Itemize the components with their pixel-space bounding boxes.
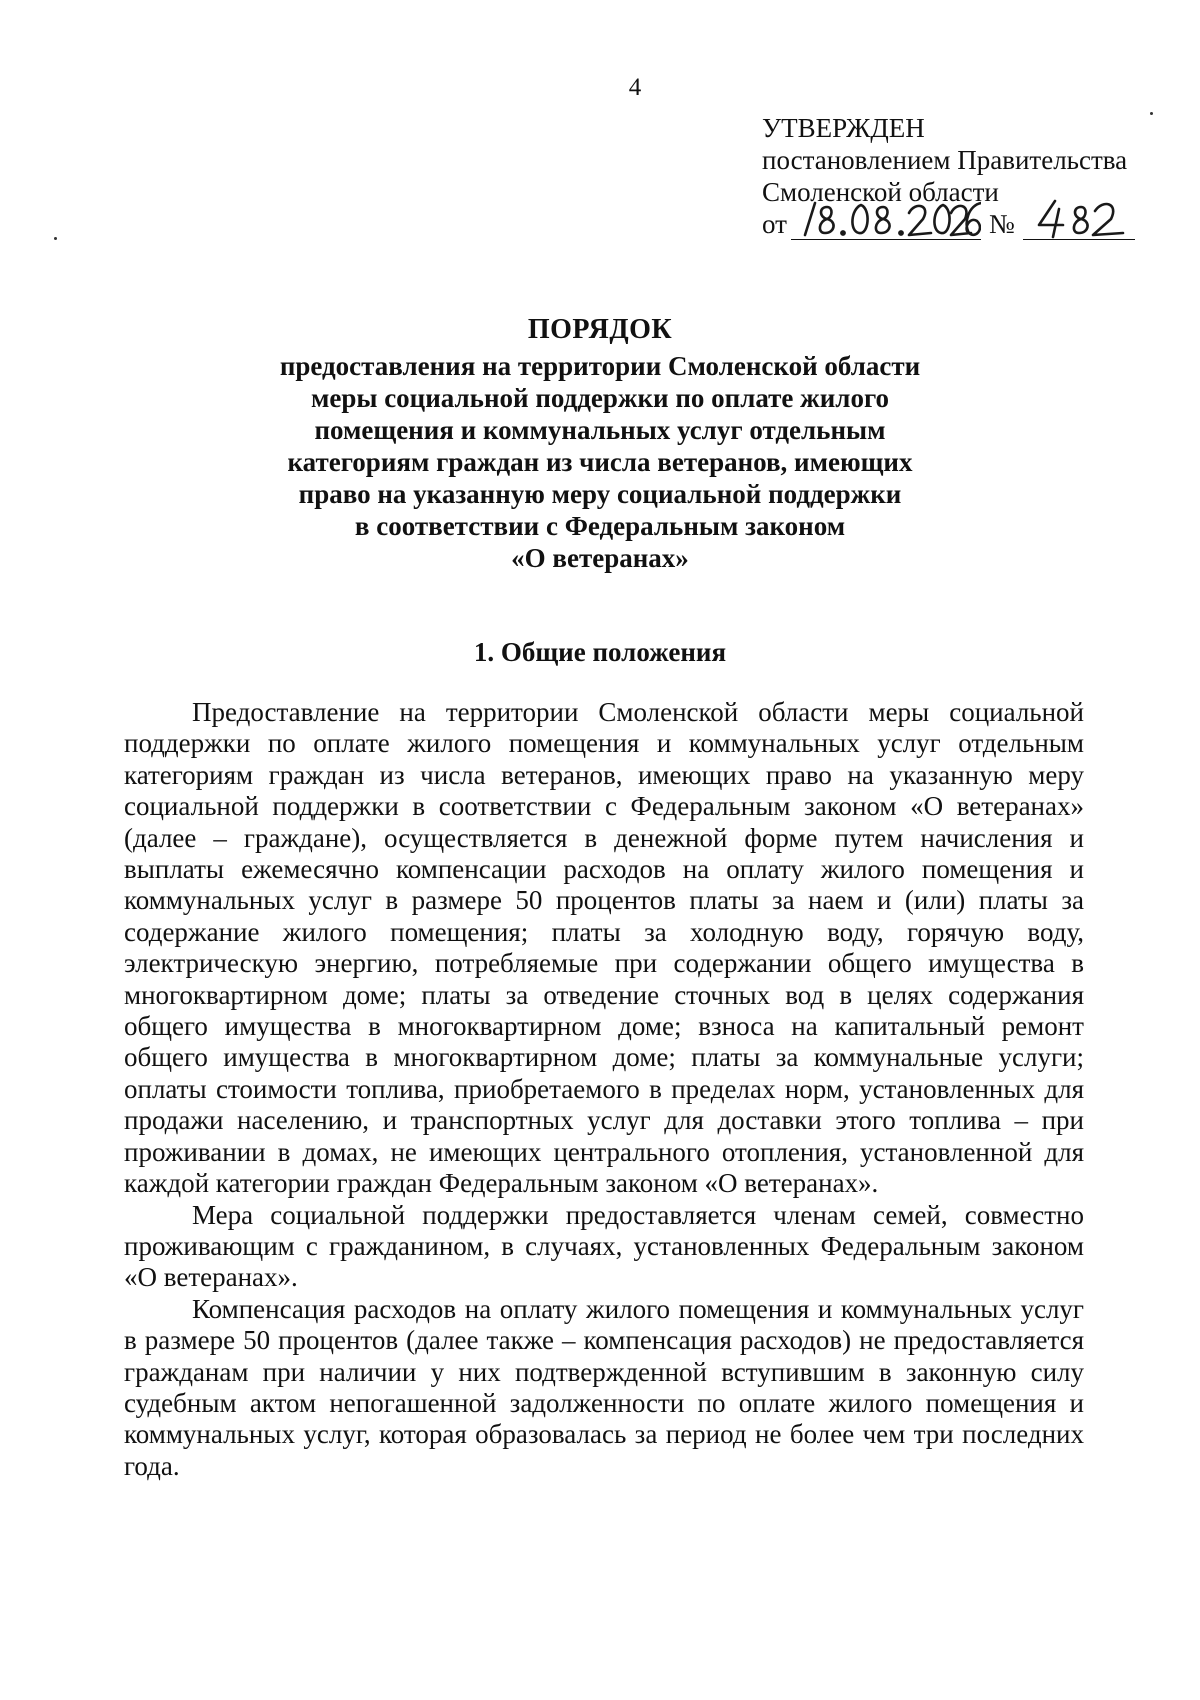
document-title-block	[0, 314, 1200, 574]
title-line: помещения и коммунальных услуг отдельным	[314, 415, 886, 445]
document-title: ПОРЯДОК	[527, 314, 673, 345]
body-text	[124, 697, 1084, 1482]
approval-date-line	[762, 208, 1162, 240]
title-line: в соответствии с Федеральным законом	[354, 511, 846, 541]
title-line: категориям граждан из числа ветеранов, имеющих	[287, 447, 913, 477]
title-line: право на указанную меру социальной поддержки	[298, 479, 902, 509]
handwritten-date	[791, 209, 981, 240]
approval-heading: УТВЕРЖДЕН	[762, 113, 925, 143]
paragraph: Предоставление на территории Смоленской области меры социальной поддержки по оплате жилого помещения и коммунальных услуг отдельным категориям граждан из числа ветеранов, имеющих право на указанную меру социальной поддержки в соответствии с Федеральным законом «О ветеранах» (далее – граждане), осуществляется в денежной форме путем начисления и выплаты ежемесячно компенсации расходов на оплату жилого помещения и коммунальных услуг в размере 50 процентов платы за наем и (или) платы за содержание жилого помещения; платы за холодную воду, горячую воду, электрическую энергию, потребляемые при содержании общего имущества в многоквартирном доме; платы за отведение сточных вод в целях содержания общего имущества в многоквартирном доме; взноса на капитальный ремонт общего имущества в многоквартирном доме; платы за коммунальные услуги; оплаты стоимости топлива, приобретаемого в пределах норм, установленных для продажи населению, и транспортных услуг для доставки этого топлива – при проживании в домах, не имеющих центрального отопления, установленной для каждой категории граждан Федеральным законом «О ветеранах».	[124, 697, 1084, 1199]
paragraph: Компенсация расходов на оплату жилого помещения и коммунальных услуг в размере 50 процентов (далее также – компенсация расходов) не предоставляется гражданам при наличии у них подтвержденной вступившим в законную силу судебным актом непогашенной задолженности по оплате жилого помещения и коммунальных услуг, которая образовалась за период не более чем три последних года.	[124, 1293, 1084, 1481]
title-line: предоставления на территории Смоленской области	[279, 351, 921, 381]
number-label: №	[988, 209, 1015, 239]
scan-speck	[54, 237, 57, 240]
handwritten-number	[1023, 209, 1135, 240]
paragraph: Мера социальной поддержки предоставляется членам семей, совместно проживающим с гражданином, в случаях, установленных Федеральным законом «О ветеранах».	[124, 1199, 1084, 1293]
approval-region-line: Смоленской области	[762, 177, 999, 207]
approval-stamp	[762, 112, 1162, 240]
page-number: 4	[628, 74, 642, 101]
approval-decree-line: постановлением Правительства	[762, 145, 1128, 175]
section-heading: 1. Общие положения	[473, 637, 727, 667]
title-line: меры социальной поддержки по оплате жилого	[310, 383, 890, 413]
title-line: «О ветеранах»	[511, 543, 689, 573]
from-label: от	[762, 209, 787, 239]
